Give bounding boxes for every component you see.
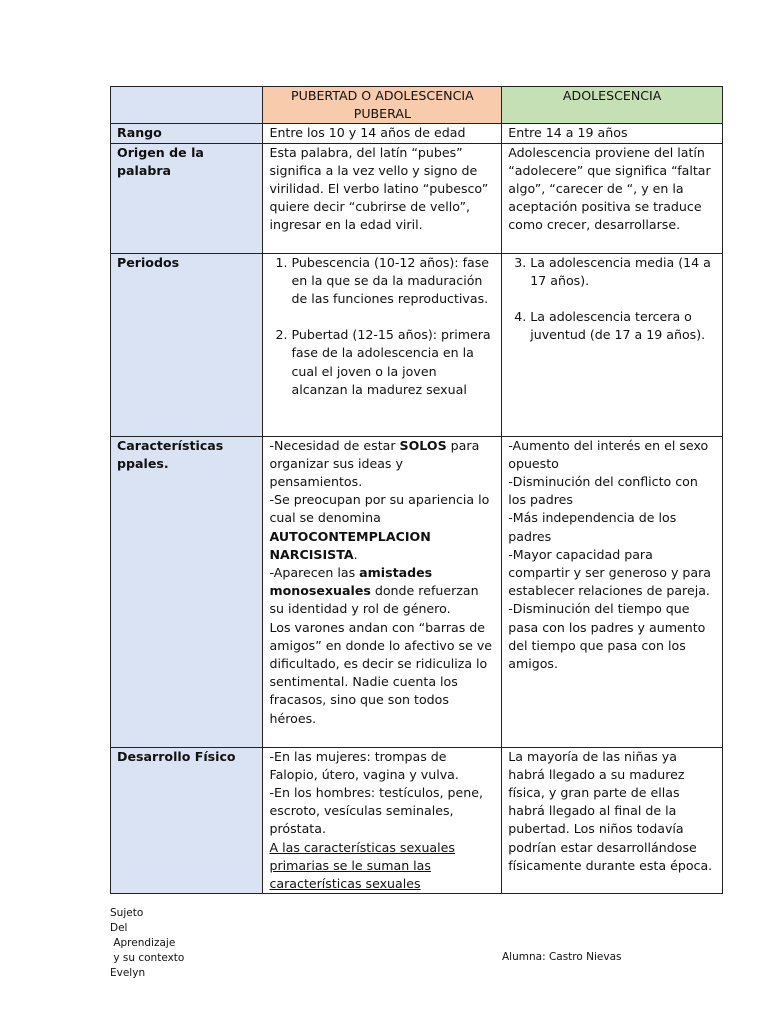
periodos-pubertad-list <box>269 254 495 309</box>
row-label-origen: Origen de la palabra <box>111 143 263 253</box>
row-origen <box>111 143 723 253</box>
paragraph: -En los hombres: testículos, pene, escroto, vesículas seminales, próstata. <box>269 785 483 837</box>
list-item: -Más independencia de los padres <box>508 510 677 544</box>
row-caracteristicas <box>111 436 723 747</box>
desarrollo-adolescencia: La mayoría de las niñas ya habrá llegado a su madurez física, y gran parte de ellas habrá llegado al final de la pubertad. Los niños todavía podrían estar desarrollándose físicamente durante esta época. <box>502 747 723 894</box>
rango-pubertad: Entre los 10 y 14 años de edad <box>263 124 502 143</box>
header-adolescencia: ADOLESCENCIA <box>502 87 723 124</box>
periodos-adolescencia <box>502 253 723 436</box>
header-row <box>111 87 723 124</box>
list-item: 2. Pubertad (12-15 años): primera fase de la adolescencia en la cual el joven o la joven alcanzan la madurez sexual <box>291 326 495 399</box>
comparison-table <box>110 86 723 894</box>
header-pubertad: PUBERTAD O ADOLESCENCIA PUBERAL <box>263 87 502 124</box>
paragraph: -Necesidad de estar SOLOS para organizar sus ideas y pensamientos. <box>269 437 480 490</box>
list-item: -Aumento del interés en el sexo opuesto <box>508 437 709 471</box>
caracteristicas-adolescencia <box>502 436 723 747</box>
student-name: Alumna: Castro Nievas <box>502 951 622 963</box>
paragraph: -Se preocupan por su apariencia lo cual se denomina AUTOCONTEMPLACION NARCISISTA. <box>269 492 490 562</box>
paragraph: Los varones andan con “barras de amigos” en donde lo afectivo se ve dificultado, es decir se ridiculiza lo sentimental. Nadie cuenta los fracasos, sino que son todos héroes. <box>269 619 493 726</box>
rango-adolescencia: Entre 14 a 19 años <box>502 124 723 143</box>
row-desarrollo <box>111 747 723 894</box>
list-item: -Mayor capacidad para compartir y ser generoso y para establecer relaciones de pareja. <box>508 546 712 599</box>
list-item: 3. La adolescencia media (14 a 17 años). <box>530 254 716 290</box>
desarrollo-pubertad <box>263 747 502 894</box>
caracteristicas-pubertad <box>263 436 502 747</box>
row-label-desarrollo: Desarrollo Físico <box>111 747 263 894</box>
periodos-adolescencia-list <box>508 254 716 290</box>
row-label-rango: Rango <box>111 124 263 143</box>
paragraph: -En las mujeres: trompas de Falopio, útero, vagina y vulva. <box>269 748 459 782</box>
row-label-periodos: Periodos <box>111 253 263 436</box>
list-item: -Disminución del tiempo que pasa con los padres y aumento del tiempo que pasa con los amigos. <box>508 601 706 672</box>
periodos-pubertad-list-2 <box>269 326 495 399</box>
underlined-paragraph: A las características sexuales primarias se le suman las características sexuales <box>269 839 455 892</box>
origen-adolescencia: Adolescencia proviene del latín “adolecere” que significa “faltar algo”, “carecer de “, y en la aceptación positiva se traduce como crecer, desarrollarse. <box>502 143 723 253</box>
row-periodos <box>111 253 723 436</box>
list-item: -Disminución del conflicto con los padres <box>508 474 698 508</box>
header-empty-cell <box>111 87 263 124</box>
periodos-adolescencia-list-2 <box>508 308 716 344</box>
row-label-caracteristicas: Características ppales. <box>111 436 263 747</box>
subject-label: Sujeto Del Aprendizaje y su contexto Evelyn <box>110 907 185 979</box>
row-rango <box>111 124 723 143</box>
origen-pubertad: Esta palabra, del latín “pubes” significa a la vez vello y signo de virilidad. El verbo latino “pubesco” quiere decir “cubrirse de vello”, ingresar en la edad viril. <box>263 143 502 253</box>
list-item: 1. Pubescencia (10-12 años): fase en la que se da la maduración de las funciones reproductivas. <box>291 254 495 309</box>
list-item: 4. La adolescencia tercera o juventud (de 17 a 19 años). <box>530 308 716 344</box>
periodos-pubertad <box>263 253 502 436</box>
paragraph: -Aparecen las amistades monosexuales donde refuerzan su identidad y rol de género. <box>269 565 479 617</box>
